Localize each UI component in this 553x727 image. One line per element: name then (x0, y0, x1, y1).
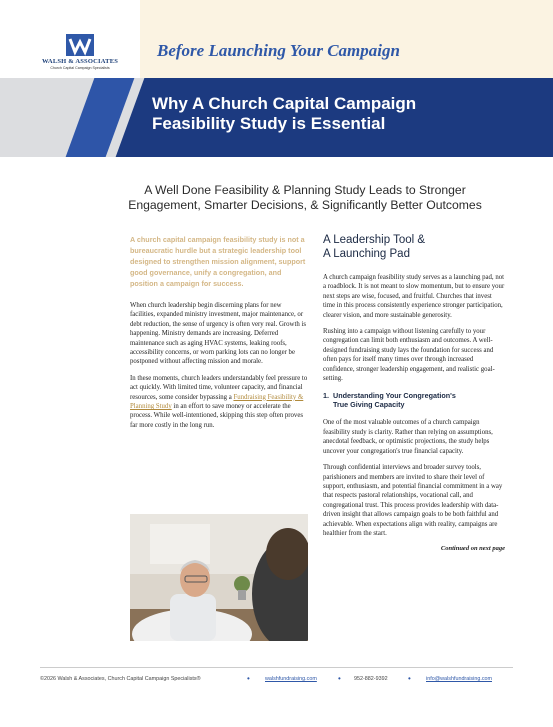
continued-note: Continued on next page (440, 545, 505, 553)
paragraph-text: In these moments, church leaders understandably feel pressure to act quickly. With limited time, volunteer capacity, and financial resources, some consider bypassing a (130, 374, 308, 401)
logo-name: WALSH & ASSOCIATES (41, 58, 119, 65)
footer-phone: 952-882-9392 (354, 676, 388, 682)
pull-quote: A church capital campaign feasibility study is not a bureaucratic hurdle but a strategic leadership tool designed to strengthen mission alignment, support good governance, unify a congregation, and position a campaign for success. (130, 235, 306, 288)
page-title-line: Feasibility Study is Essential (152, 114, 386, 133)
footer-website-link[interactable]: walshfundraising.com (265, 676, 317, 682)
page-title-line: Why A Church Capital Campaign (152, 94, 417, 113)
subtitle-line: A Well Done Feasibility & Planning Study Leads to Stronger (144, 183, 466, 197)
body-paragraph: Through confidential interviews and broader survey tools, parishioners and members are invited to share their level of support, enthusiasm, and potential financial commitment in a way that respects pastoral relationships, vocational call, and congregational trust. This process provides leadership with data-driven insight that allows campaign goals to be both faithful and achievable. When expectations align with reality, campaigns are healthier from the start. (323, 464, 503, 537)
section-heading-line: A Launching Pad (323, 247, 410, 260)
logo-tagline: Church Capital Campaign Specialists (50, 66, 110, 70)
title-band (0, 78, 553, 157)
subsection-heading (323, 391, 505, 409)
section-title: Before Launching Your Campaign (157, 41, 400, 60)
body-paragraph: A church campaign feasibility study serves as a launching pad, not a roadblock. It is not meant to slow momentum, but to ensure your next steps are wise, focused, and fruitful. Churches that invest time in this process consistently experience stronger participation, clearer vision, and more sustainable generosity. (323, 274, 505, 319)
footer-email-link[interactable]: info@walshfundraising.com (426, 676, 492, 682)
subsection-heading-line: Understanding Your Congregation's (333, 391, 456, 401)
footer-separator: • (408, 674, 411, 683)
paragraph-text: in an effort to save money or accelerate the process. While well-intentioned, skipping this step often proves far more costly in the long run. (130, 403, 303, 429)
body-paragraph: When church leadership begin discerning plans for new facilities, expanded ministry investment, major maintenance, or debt reduction, the sense of urgency is often very real. Growth is happening. Ministry demands are increasing. Deferred maintenance such as aging HVAC systems, leaking roofs, accessibility concerns, or worn parking lots can no longer be postponed without affecting mission and morale. (130, 302, 306, 366)
feasibility-study-link[interactable]: Fundraising Feasibility & Planning Study (130, 393, 304, 411)
footer-separator: • (247, 674, 250, 683)
right-column (323, 234, 505, 552)
subsection-heading-line: True Giving Capacity (333, 400, 405, 410)
footer-divider (40, 667, 513, 668)
body-paragraph (130, 374, 308, 430)
page-title (152, 94, 552, 134)
logo-w-icon (66, 34, 94, 56)
subtitle (110, 183, 500, 213)
left-column (130, 234, 308, 437)
logo (0, 0, 140, 78)
photo-pastor-meeting (130, 514, 308, 641)
section-heading-line: A Leadership Tool & (323, 234, 426, 246)
body-paragraph: Rushing into a campaign without listening carefully to your congregation can limit both enthusiasm and outcomes. A well-designed fundraising study lays the foundation for success and often pays for itself many times over through increased confidence, stronger leadership engagement, and realistic goal-setting. (323, 328, 495, 383)
footer-copyright: ©2026 Walsh & Associates, Church Capital Campaign Specialists® (40, 676, 201, 682)
subtitle-line: Engagement, Smarter Decisions, & Significantly Better Outcomes (128, 198, 482, 212)
subsection-number: 1. (323, 391, 329, 401)
body-paragraph: One of the most valuable outcomes of a church campaign feasibility study is clarity. Rather than relying on assumptions, anecdotal feedback, or optimistic projections, the study helps uncover your congregation's true financial capacity. (323, 419, 493, 455)
section-heading (323, 234, 505, 261)
footer-separator: • (338, 674, 341, 683)
